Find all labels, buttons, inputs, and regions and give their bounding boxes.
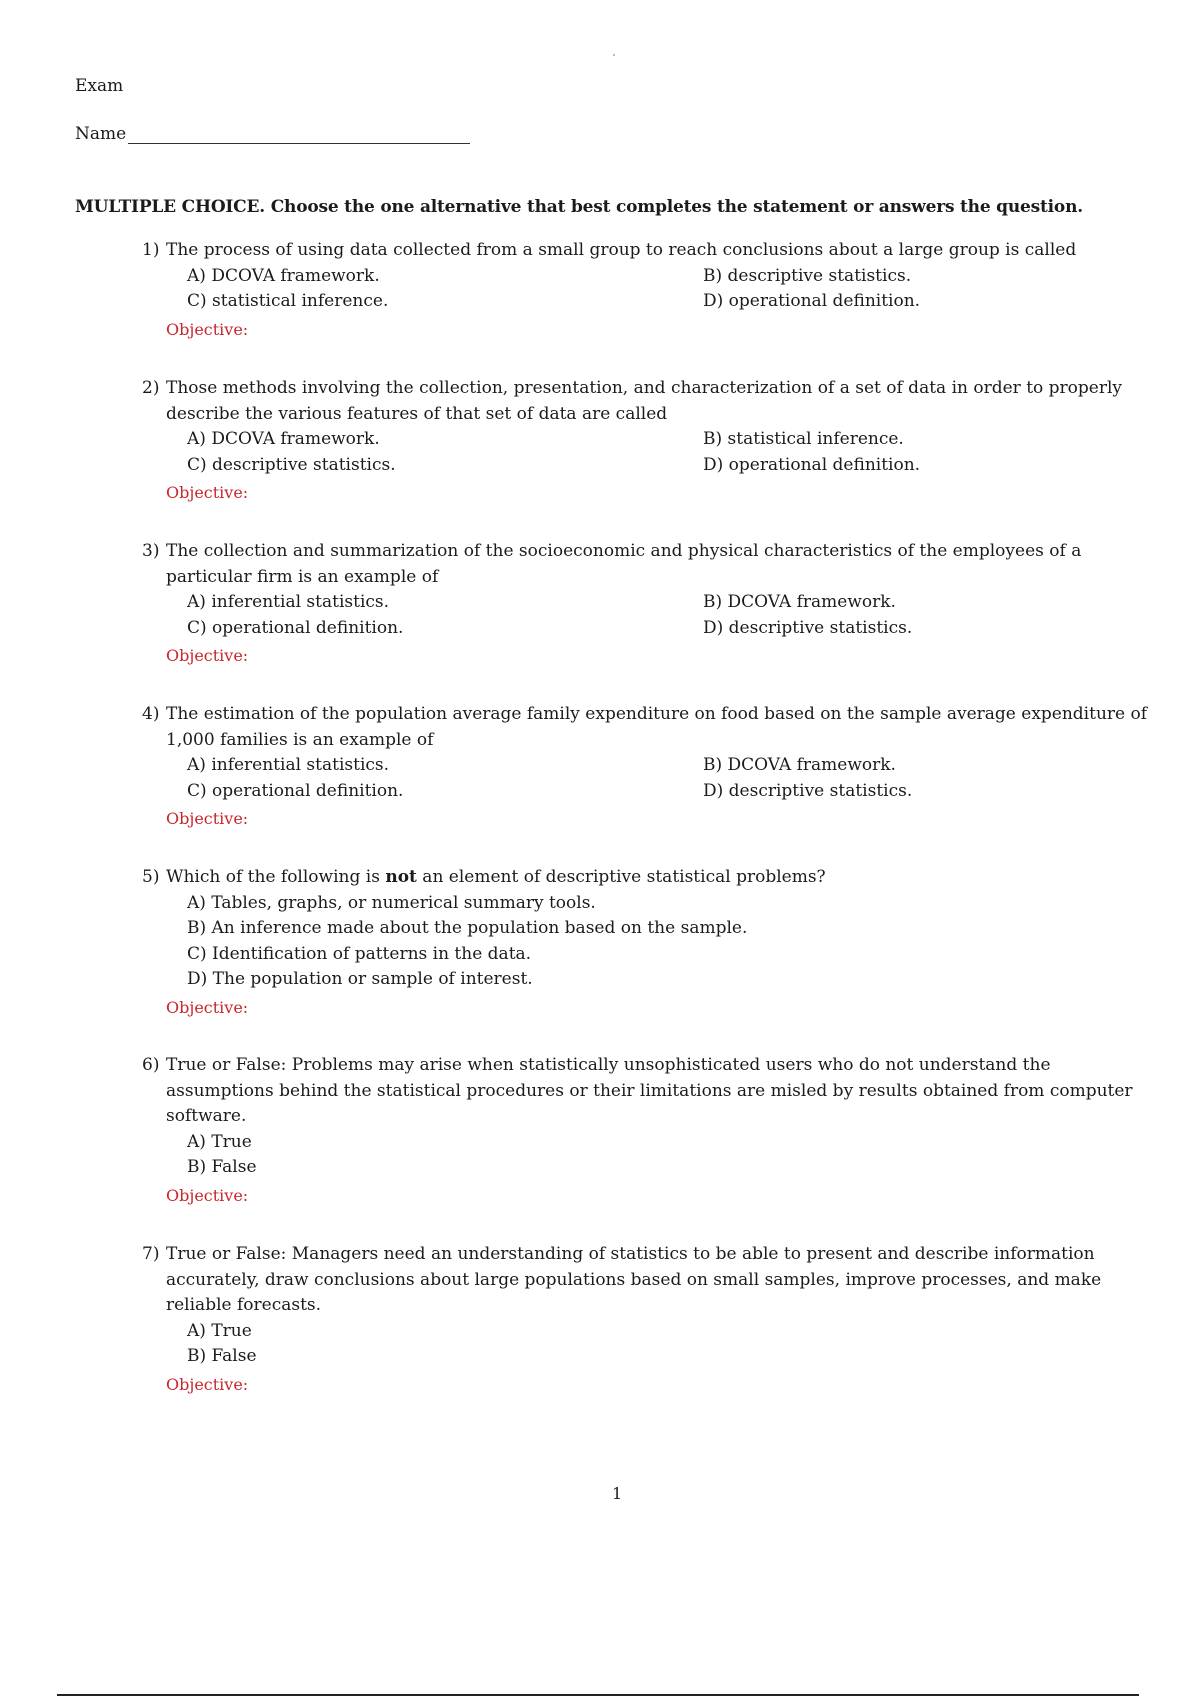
instructions: MULTIPLE CHOICE. Choose the one alternative that best completes the statement or answers the question. xyxy=(75,197,1083,217)
question-text: The estimation of the population average family expenditure on food based on the sample average expenditure of 1,000 families is an example of xyxy=(166,704,1148,750)
question-number: 2) xyxy=(142,378,160,398)
choice-b[interactable]: B) An inference made about the population based on the sample. xyxy=(187,918,748,938)
exam-label: Exam xyxy=(75,76,124,96)
question-stem xyxy=(142,702,1152,753)
objective-label: Objective: xyxy=(166,1185,249,1205)
question-text: The collection and summarization of the socioeconomic and physical characteristics of the employees of a particular firm is an example of xyxy=(166,541,1082,587)
choice-b[interactable]: B) False xyxy=(187,1157,257,1177)
choice-c[interactable]: C) statistical inference. xyxy=(187,291,389,311)
question-text xyxy=(166,865,1152,891)
choice-d[interactable]: D) The population or sample of interest. xyxy=(187,969,533,989)
objective-label: Objective: xyxy=(166,809,249,828)
answer-choices xyxy=(187,590,1152,641)
choice-b[interactable]: B) False xyxy=(187,1346,257,1366)
answer-choices xyxy=(187,891,1152,993)
choice-a[interactable]: A) inferential statistics. xyxy=(187,592,390,612)
footer-rule xyxy=(57,1694,1139,1696)
choice-c[interactable]: C) Identification of patterns in the data. xyxy=(187,943,532,964)
name-label: Name xyxy=(75,124,127,144)
question-text: Those methods involving the collection, presentation, and characterization of a set of data in order to properly describe the various features of that set of data are called xyxy=(166,378,1123,424)
choice-c[interactable]: C) operational definition. xyxy=(187,617,404,638)
question-stem xyxy=(142,539,1152,590)
choice-d[interactable]: D) descriptive statistics. xyxy=(703,780,913,801)
choice-b[interactable]: B) descriptive statistics. xyxy=(703,265,912,286)
question-1 xyxy=(142,238,1152,342)
choice-a[interactable]: A) DCOVA framework. xyxy=(187,265,380,286)
question-5 xyxy=(142,865,1152,1020)
question-2 xyxy=(142,376,1152,506)
scan-speck xyxy=(613,54,615,56)
question-stem xyxy=(142,376,1152,427)
question-text-before: Which of the following is xyxy=(166,867,386,887)
question-number: 5) xyxy=(142,867,160,887)
question-number: 6) xyxy=(142,1055,160,1075)
question-text: True or False: Managers need an understanding of statistics to be able to present and describe information accurately, draw conclusions about large populations based on small samples, improve processes, and make reliable forecasts. xyxy=(166,1244,1102,1315)
choice-d[interactable]: D) descriptive statistics. xyxy=(703,617,913,638)
objective-label: Objective: xyxy=(166,319,249,339)
question-text-emphasis: not xyxy=(385,867,417,887)
objective-label: Objective: xyxy=(166,646,249,665)
question-number: 3) xyxy=(142,541,160,561)
question-stem xyxy=(142,865,1152,891)
question-6 xyxy=(142,1053,1152,1208)
answer-choices xyxy=(187,427,1152,478)
question-stem xyxy=(142,1242,1152,1319)
question-text: True or False: Problems may arise when statistically unsophisticated users who do not understand the assumptions behind the statistical procedures or their limitations are misled by results obtained from computer software. xyxy=(166,1055,1133,1126)
question-number: 7) xyxy=(142,1244,160,1264)
choice-a[interactable]: A) True xyxy=(187,1131,252,1152)
question-text: The process of using data collected from a small group to reach conclusions about a large group is called xyxy=(166,240,1077,260)
objective-label: Objective: xyxy=(166,1374,249,1394)
choice-c[interactable]: C) operational definition. xyxy=(187,780,404,801)
answer-choices xyxy=(187,1319,1152,1370)
name-row xyxy=(75,124,470,144)
choice-c[interactable]: C) descriptive statistics. xyxy=(187,454,396,475)
question-text-after: an element of descriptive statistical problems? xyxy=(416,867,826,887)
choice-b[interactable]: B) statistical inference. xyxy=(703,429,904,449)
answer-choices xyxy=(187,1130,1152,1181)
choice-a[interactable]: A) Tables, graphs, or numerical summary tools. xyxy=(187,892,596,913)
question-number: 1) xyxy=(142,240,160,260)
question-stem xyxy=(142,1053,1152,1130)
choice-b[interactable]: B) DCOVA framework. xyxy=(703,592,896,612)
answer-choices xyxy=(187,753,1152,804)
objective-label: Objective: xyxy=(166,483,249,502)
question-4 xyxy=(142,702,1152,832)
answer-choices xyxy=(187,264,1152,315)
objective-label: Objective: xyxy=(166,997,249,1017)
choice-d[interactable]: D) operational definition. xyxy=(703,454,921,475)
choice-b[interactable]: B) DCOVA framework. xyxy=(703,755,896,775)
choice-a[interactable]: A) DCOVA framework. xyxy=(187,429,380,449)
choice-a[interactable]: A) inferential statistics. xyxy=(187,755,390,775)
choice-a[interactable]: A) True xyxy=(187,1320,252,1341)
question-3 xyxy=(142,539,1152,669)
question-number: 4) xyxy=(142,704,160,724)
name-blank-line[interactable] xyxy=(128,125,470,144)
page-number: 1 xyxy=(612,1484,623,1503)
question-stem xyxy=(142,238,1152,264)
question-7 xyxy=(142,1242,1152,1397)
choice-d[interactable]: D) operational definition. xyxy=(703,291,921,311)
